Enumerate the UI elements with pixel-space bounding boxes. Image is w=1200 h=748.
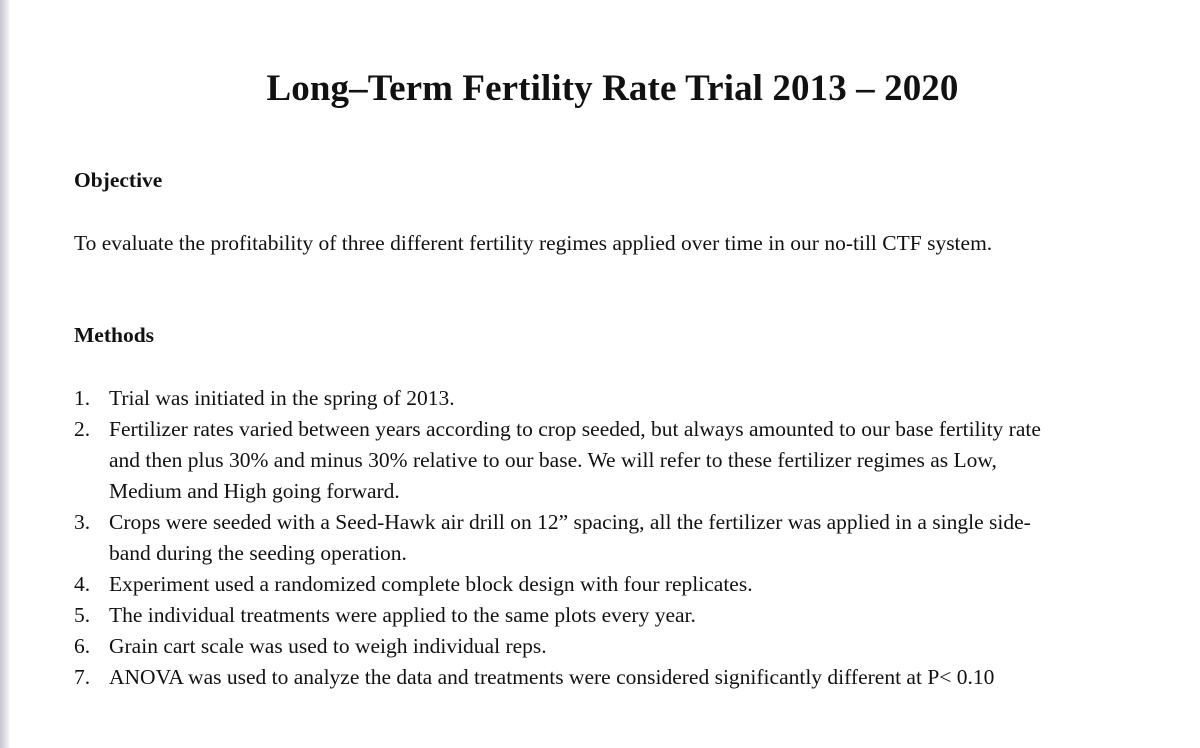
methods-heading: Methods bbox=[74, 323, 155, 347]
methods-item-5 bbox=[74, 600, 1174, 631]
item-text-line: Crops were seeded with a Seed-Hawk air drill on 12” spacing, all the fertilizer was applied in a single side- bbox=[109, 510, 1031, 534]
item-text-line: ANOVA was used to analyze the data and treatments were considered significantly different at P< 0.10 bbox=[109, 665, 995, 689]
item-text-line: The individual treatments were applied to the same plots every year. bbox=[109, 603, 696, 627]
item-number: 1. bbox=[74, 386, 91, 410]
methods-item-1 bbox=[74, 383, 1174, 414]
document-title: Long–Term Fertility Rate Trial 2013 – 2020 bbox=[266, 68, 959, 109]
item-text-line: Fertilizer rates varied between years according to crop seeded, but always amounted to our base fertility rate bbox=[109, 417, 1041, 441]
methods-list bbox=[74, 383, 1174, 693]
page-edge-shadow bbox=[0, 0, 10, 748]
item-text-line: Experiment used a randomized complete block design with four replicates. bbox=[109, 572, 753, 596]
methods-item-6 bbox=[74, 631, 1174, 662]
item-number: 2. bbox=[74, 417, 91, 441]
methods-item-2 bbox=[74, 414, 1174, 507]
item-text-line: Grain cart scale was used to weigh individual reps. bbox=[109, 634, 547, 658]
methods-item-3 bbox=[74, 507, 1174, 569]
methods-item-7 bbox=[74, 662, 1174, 693]
item-text-line: band during the seeding operation. bbox=[109, 541, 407, 565]
item-text-line: Medium and High going forward. bbox=[109, 479, 400, 503]
item-number: 6. bbox=[74, 634, 91, 658]
objective-heading: Objective bbox=[74, 168, 163, 192]
item-text-line: Trial was initiated in the spring of 2013. bbox=[109, 386, 455, 410]
methods-item-4 bbox=[74, 569, 1174, 600]
item-number: 7. bbox=[74, 665, 91, 689]
item-number: 5. bbox=[74, 603, 91, 627]
item-text-line: and then plus 30% and minus 30% relative to our base. We will refer to these fertilizer regimes as Low, bbox=[109, 448, 997, 472]
objective-text: To evaluate the profitability of three different fertility regimes applied over time in our no-till CTF system. bbox=[74, 231, 993, 255]
document-page bbox=[10, 0, 1200, 748]
item-number: 4. bbox=[74, 572, 91, 596]
item-number: 3. bbox=[74, 510, 91, 534]
